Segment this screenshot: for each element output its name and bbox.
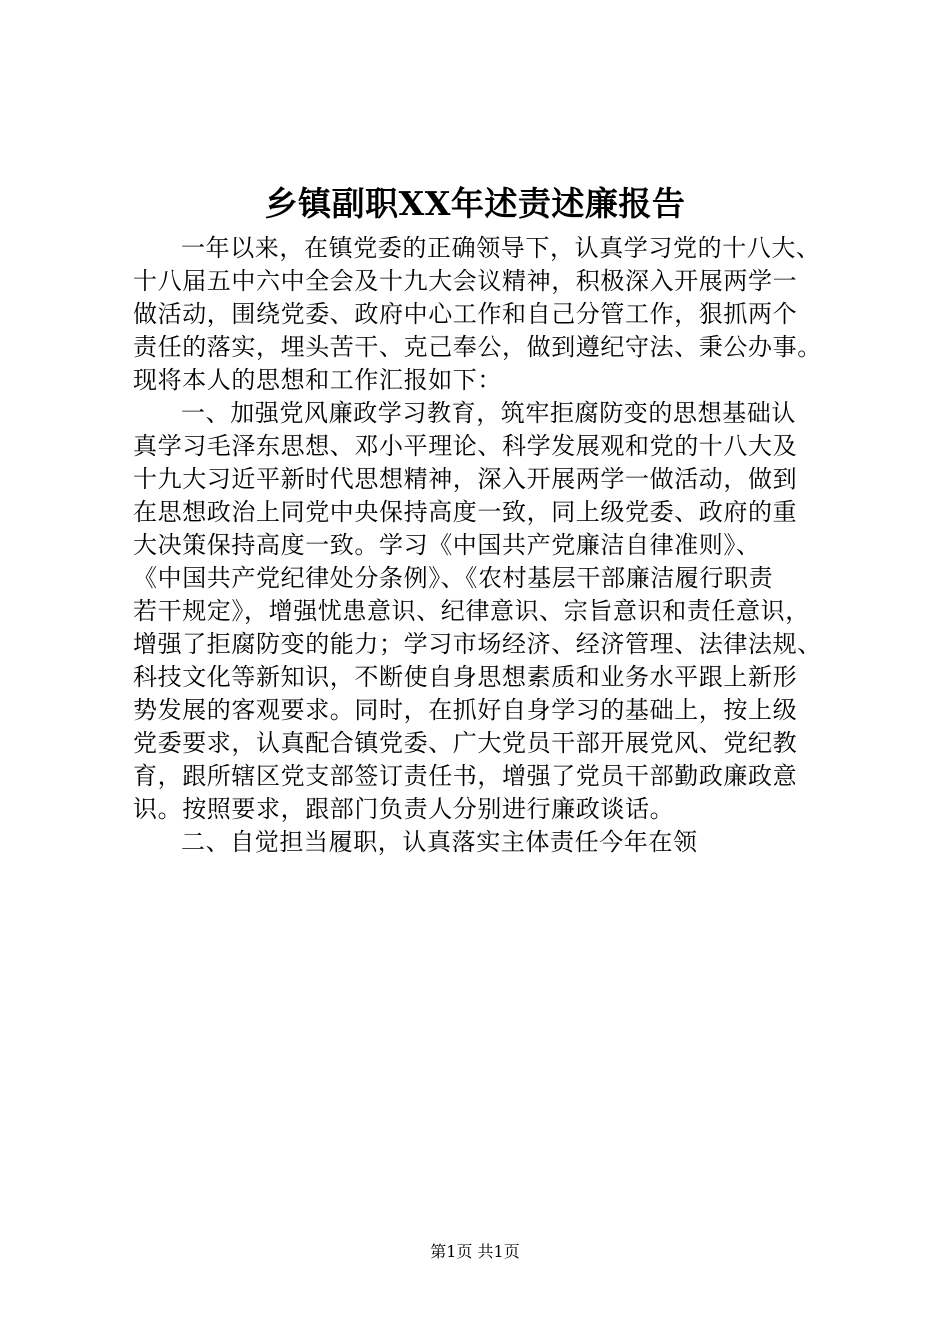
- document-body: [133, 232, 833, 859]
- body-line: 育，跟所辖区党支部签订责任书，增强了党员干部勤政廉政意: [133, 762, 798, 790]
- body-line: 真学习毛泽东思想、邓小平理论、科学发展观和党的十八大及: [133, 432, 798, 460]
- body-line: 若干规定》，增强忧患意识、纪律意识、宗旨意识和责任意识，: [133, 597, 810, 625]
- body-line: 责任的落实，埋头苦干、克己奉公，做到遵纪守法、秉公办事。: [133, 333, 822, 361]
- body-line: 十九大习近平新时代思想精神，深入开展两学一做活动，做到: [133, 465, 798, 493]
- body-line: 党委要求，认真配合镇党委、广大党员干部开展党风、党纪教: [133, 729, 798, 757]
- body-line: 科技文化等新知识，不断使自身思想素质和业务水平跟上新形: [133, 663, 798, 691]
- body-line: 现将本人的思想和工作汇报如下：: [133, 366, 502, 394]
- body-line: 在思想政治上同党中央保持高度一致，同上级党委、政府的重: [133, 498, 798, 526]
- body-line: 势发展的客观要求。同时，在抓好自身学习的基础上，按上级: [133, 696, 798, 724]
- body-line: 一年以来，在镇党委的正确领导下，认真学习党的十八大、: [181, 234, 821, 262]
- page-number-footer: 第1页 共1页: [430, 1242, 520, 1261]
- body-line: 大决策保持高度一致。学习《中国共产党廉洁自律准则》、: [133, 531, 761, 559]
- body-line: 《中国共产党纪律处分条例》、《农村基层干部廉洁履行职责: [133, 564, 774, 592]
- body-line: 做活动，围绕党委、政府中心工作和自己分管工作，狠抓两个: [133, 300, 798, 328]
- document-title: 乡镇副职XX年述责述廉报告: [264, 184, 686, 223]
- body-line: 十八届五中六中全会及十九大会议精神，积极深入开展两学一: [133, 267, 798, 295]
- body-line: 一、加强党风廉政学习教育，筑牢拒腐防变的思想基础认: [181, 399, 796, 427]
- body-line: 二、自觉担当履职，认真落实主体责任今年在领: [181, 828, 698, 856]
- body-line: 识。按照要求，跟部门负责人分别进行廉政谈话。: [133, 795, 675, 823]
- body-line: 增强了拒腐防变的能力；学习市场经济、经济管理、法律法规、: [133, 630, 822, 658]
